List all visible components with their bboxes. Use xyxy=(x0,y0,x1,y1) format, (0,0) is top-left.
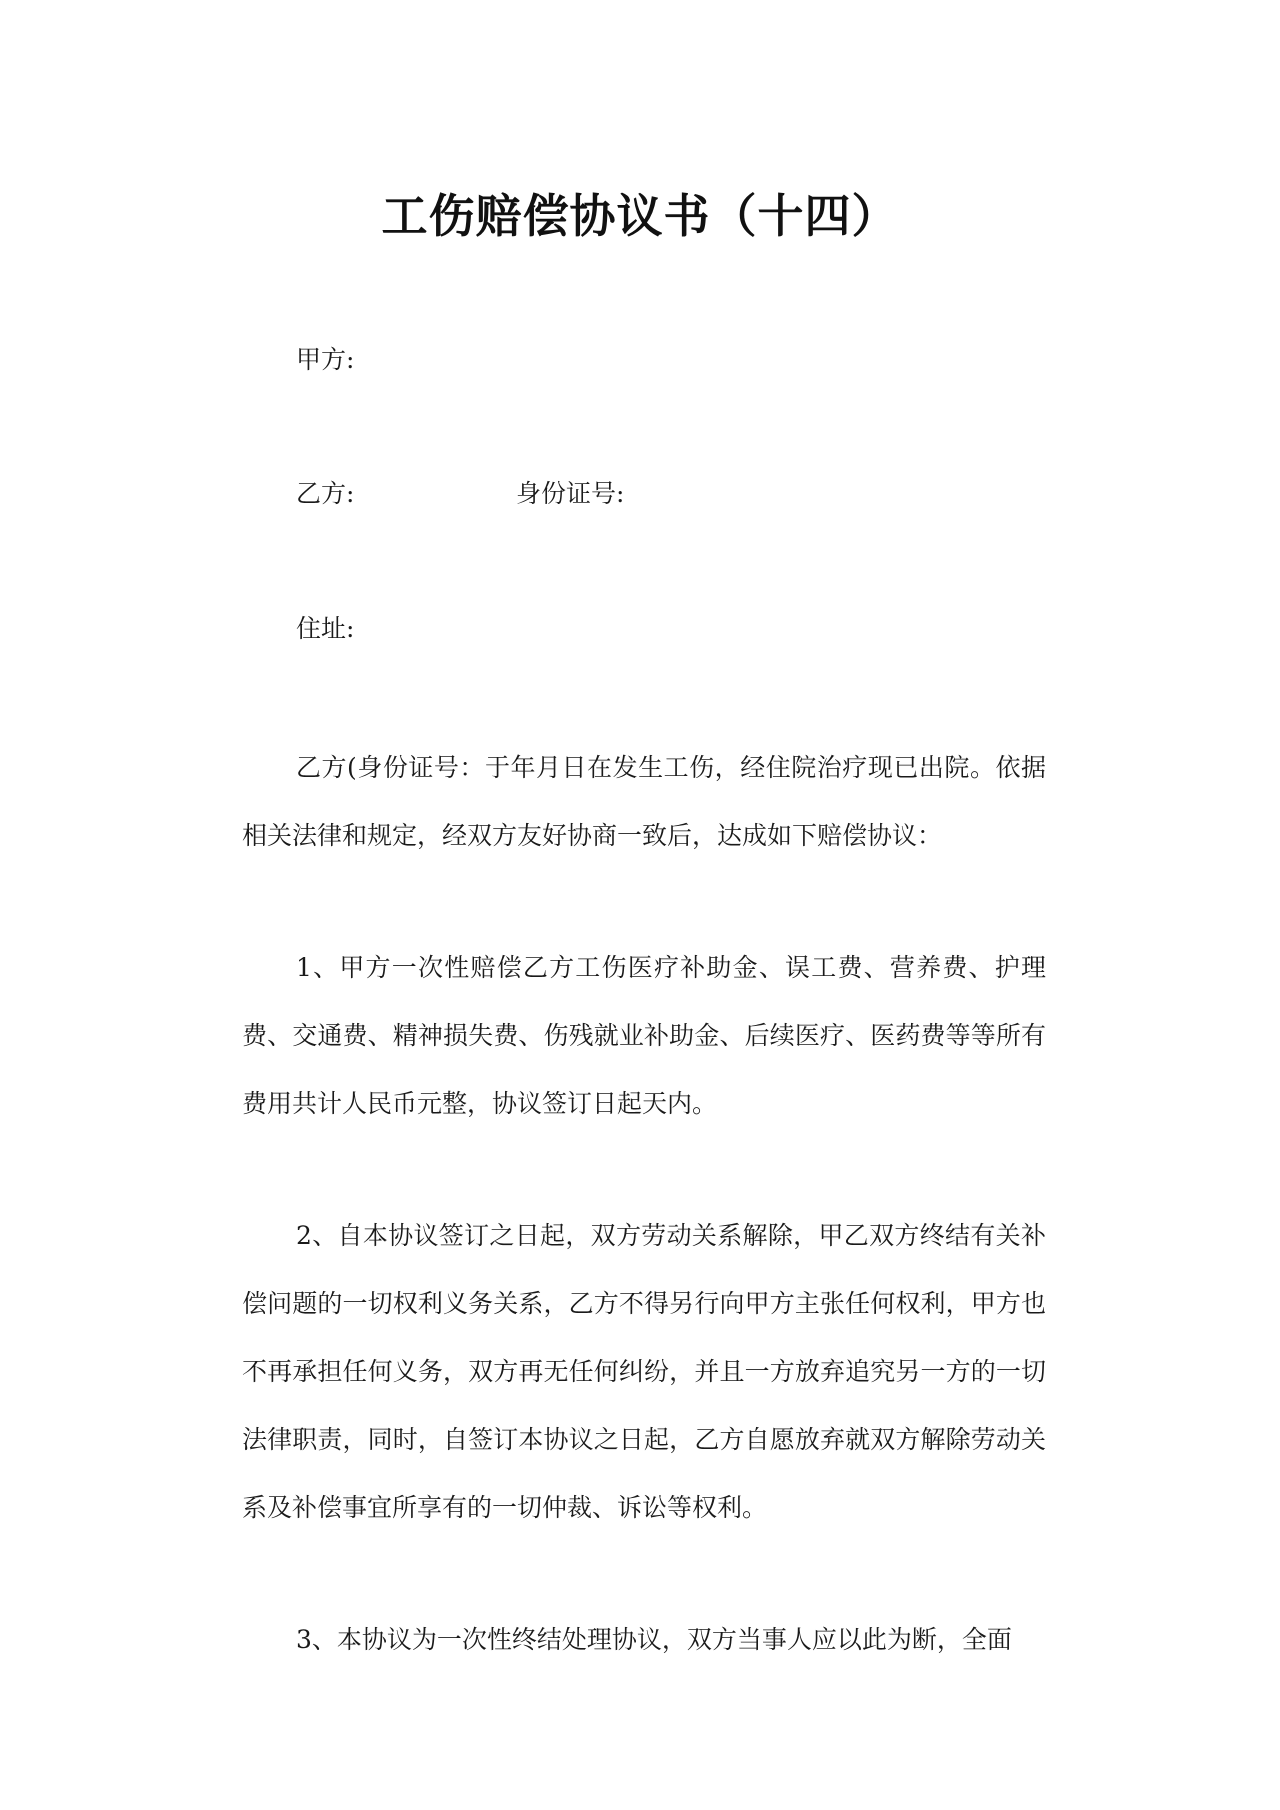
party-b-label: 乙方: xyxy=(296,479,355,508)
paragraph-intro: 乙方(身份证号：于年月日在发生工伤，经住院治疗现已出院。依据相关法律和规定，经双方友好协商一致后，达成如下赔偿协议： xyxy=(242,753,1046,850)
address-label: 住址: xyxy=(296,614,355,643)
party-a-label: 甲方: xyxy=(296,345,355,374)
document-title: 工伤赔偿协议书（十四） xyxy=(381,189,899,243)
id-number-label: 身份证号: xyxy=(516,479,625,508)
paragraph-clause-3: 3、本协议为一次性终结处理协议，双方当事人应以此为断，全面 xyxy=(296,1625,1012,1654)
paragraph-clause-2: 2、自本协议签订之日起，双方劳动关系解除，甲乙双方终结有关补偿问题的一切权利义务关系，乙方不得另行向甲方主张任何权利，甲方也不再承担任何义务，双方再无任何纠纷，并且一方放弃追究另一方的一切法律职责，同时，自签订本协议之日起，乙方自愿放弃就双方解除劳动关系及补偿事宜所享有的一切仲裁、诉讼等权利。 xyxy=(242,1221,1046,1522)
paragraph-clause-1: 1、甲方一次性赔偿乙方工伤医疗补助金、误工费、营养费、护理费、交通费、精神损失费、伤残就业补助金、后续医疗、医药费等等所有费用共计人民币元整，协议签订日起天内。 xyxy=(242,953,1046,1118)
